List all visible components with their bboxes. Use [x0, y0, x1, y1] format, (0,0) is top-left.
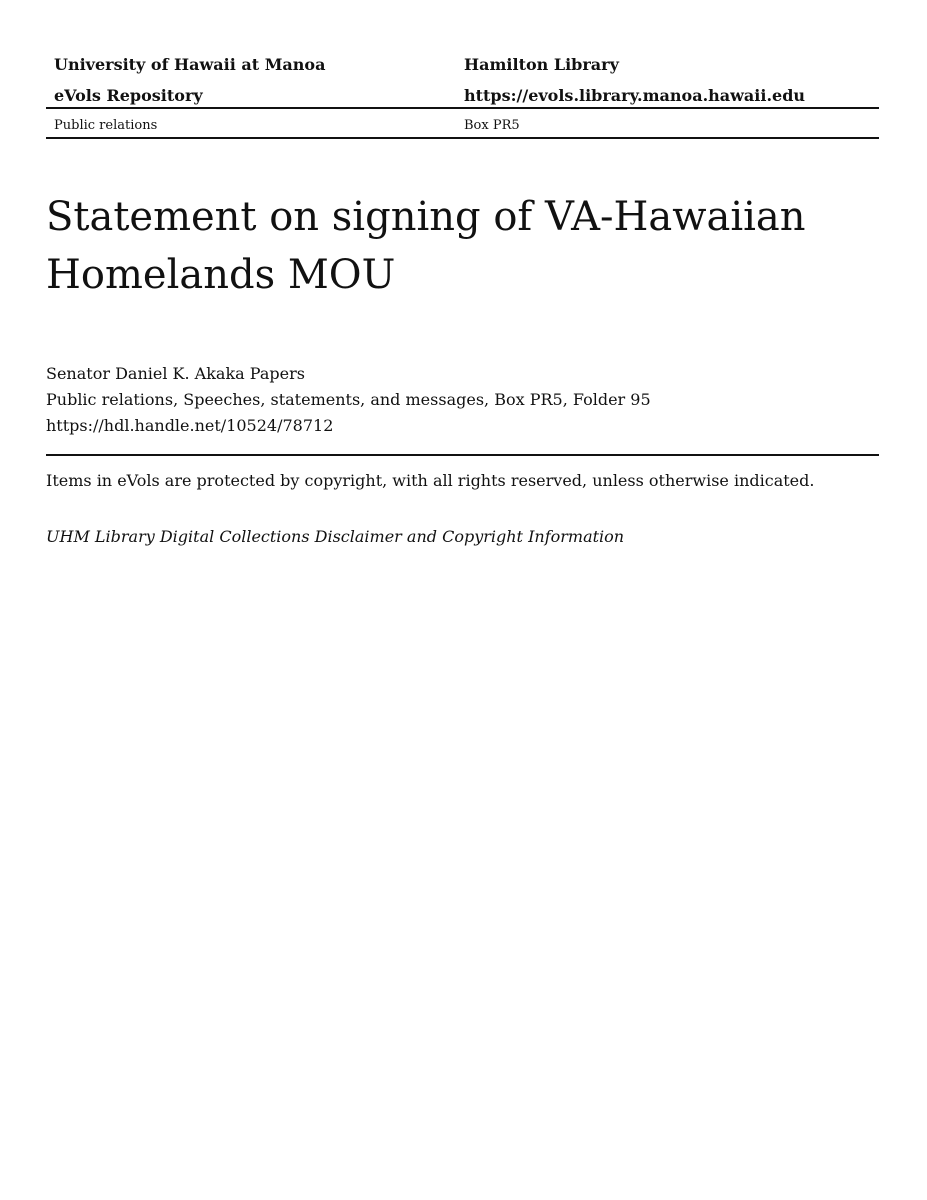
library-name: Hamilton Library: [464, 55, 619, 74]
collection-name: Senator Daniel K. Akaka Papers: [46, 364, 305, 383]
folder-location: Public relations, Speeches, statements, and messages, Box PR5, Folder 95: [46, 390, 651, 409]
header-row-series: [46, 117, 879, 135]
repository-url: https://evols.library.manoa.hawaii.edu: [464, 86, 806, 105]
document-metadata: [46, 361, 651, 439]
series-name: Public relations: [54, 118, 158, 133]
document-title: Statement on signing of VA-Hawaiian Homelands MOU: [46, 194, 806, 298]
handle-url: https://hdl.handle.net/10524/78712: [46, 416, 334, 435]
box-label: Box PR5: [464, 118, 520, 133]
header-row-repository: [46, 85, 879, 107]
disclaimer-link[interactable]: UHM Library Digital Collections Disclaimer and Copyright Information: [46, 527, 625, 546]
copyright-notice: Items in eVols are protected by copyright, with all rights reserved, unless otherwise indicated.: [46, 471, 815, 490]
header-divider-top: [46, 107, 879, 109]
institution-name: University of Hawaii at Manoa: [54, 55, 326, 74]
repository-name: eVols Repository: [54, 86, 203, 105]
header-divider-bottom: [46, 137, 879, 139]
metadata-divider: [46, 454, 879, 456]
header-row-institution: [46, 54, 879, 76]
